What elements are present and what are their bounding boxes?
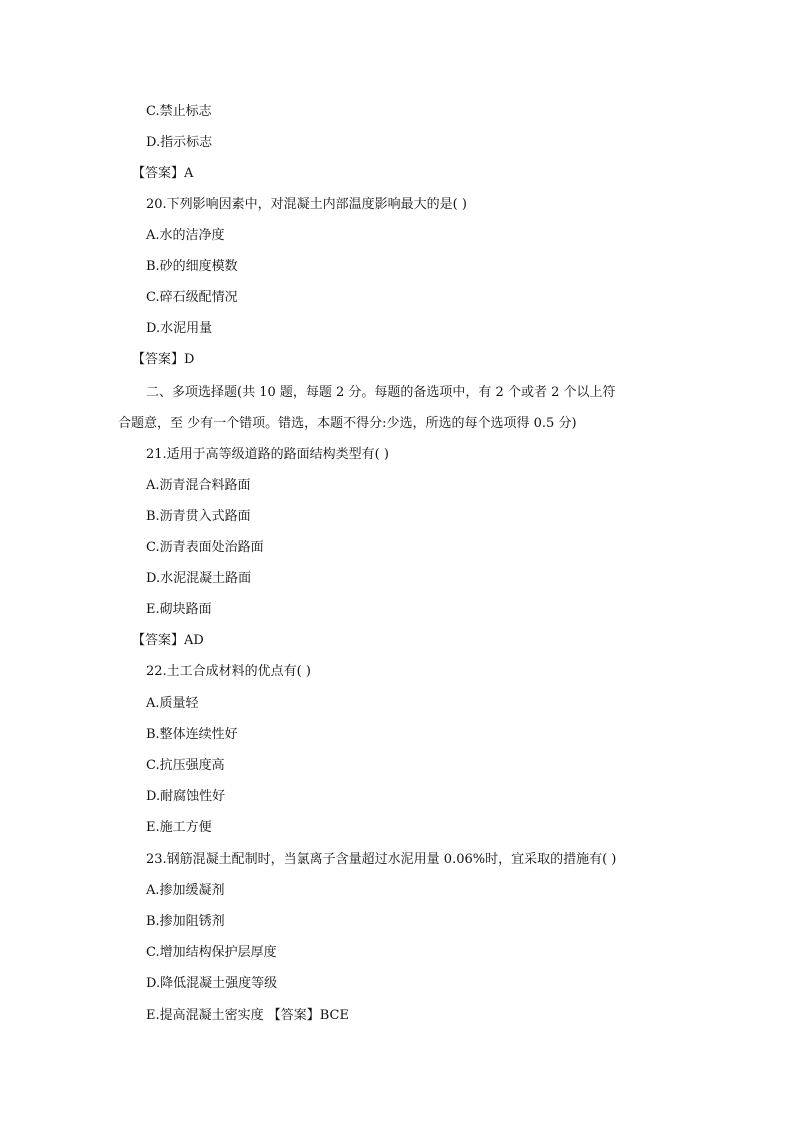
- option-c-line: C.沥青表面处治路面: [146, 540, 264, 555]
- question-20: 20.下列影响因素中，对混凝土内部温度影响最大的是( ): [146, 197, 467, 212]
- question-23: 23.钢筋混凝土配制时，当氯离子含量超过水泥用量 0.06%时，宜采取的措施有( ): [146, 852, 617, 867]
- option-b-line: B.掺加阻锈剂: [146, 914, 225, 929]
- option-a-line: A.沥青混合料路面: [146, 478, 251, 493]
- question-21: 21.适用于高等级道路的路面结构类型有( ): [146, 447, 389, 462]
- option-b-line: B.砂的细度模数: [146, 259, 238, 274]
- question-22: 22.土工合成材料的优点有( ): [146, 664, 311, 679]
- option-c-line: C.抗压强度高: [146, 758, 225, 773]
- option-e-line: E.砌块路面: [146, 602, 212, 617]
- option-c-line: C.禁止标志: [146, 104, 212, 119]
- option-c-line: C.增加结构保护层厚度: [146, 945, 277, 960]
- option-d-line: D.降低混凝土强度等级: [146, 976, 278, 991]
- option-d-line: D.耐腐蚀性好: [146, 789, 226, 804]
- option-b-line: B.沥青贯入式路面: [146, 509, 251, 524]
- option-e-line: E.施工方便: [146, 820, 212, 835]
- option-d-line: D.水泥混凝土路面: [146, 571, 252, 586]
- option-b-line: B.整体连续性好: [146, 727, 238, 742]
- section-heading-continuation: 合题意，至 少有一个错项。错选，本题不得分:少选，所选的每个选项得 0.5 分): [118, 416, 577, 431]
- option-e-with-answer-line: E.提高混凝土密实度 【答案】BCE: [146, 1008, 349, 1023]
- option-d-line: D.指示标志: [146, 135, 213, 150]
- answer-line: 【答案】AD: [132, 633, 204, 648]
- answer-line: 【答案】A: [132, 166, 194, 181]
- section-heading-multiple-choice: 二、多项选择题(共 10 题，每题 2 分。每题的备选项中，有 2 个或者 2 个以上符: [146, 385, 616, 400]
- answer-line: 【答案】D: [132, 352, 195, 367]
- option-c-line: C.碎石级配情况: [146, 290, 238, 305]
- option-a-line: A.掺加缓凝剂: [146, 883, 225, 898]
- option-a-line: A.质量轻: [146, 696, 199, 711]
- option-d-line: D.水泥用量: [146, 321, 213, 336]
- option-a-line: A.水的洁净度: [146, 228, 225, 243]
